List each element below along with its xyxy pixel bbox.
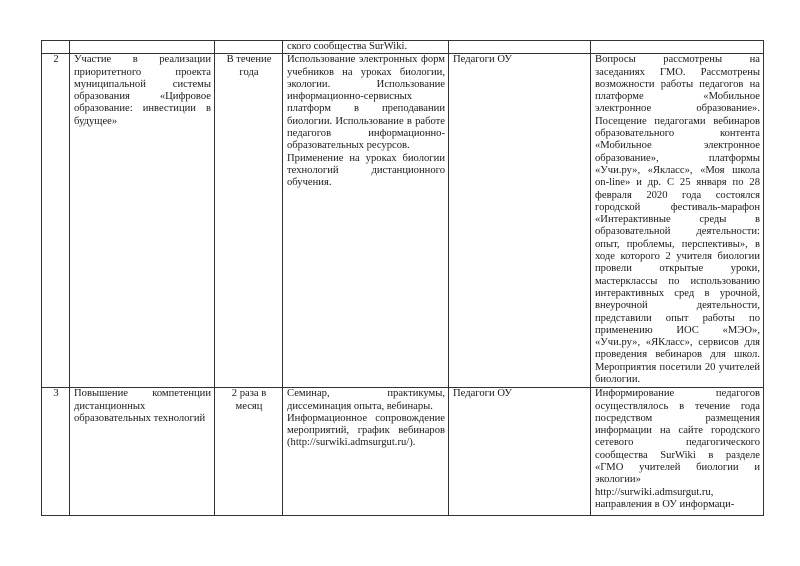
content-paragraph: Использование электронных форм учебников на уроках биологии, экологии. Использование информационно-сервисных платформ в преподавании биологии. Использование в работе педагогов информационно-образовательных ресурсов. <box>287 54 445 152</box>
table-row <box>42 54 764 388</box>
content-cell <box>283 54 449 388</box>
activity-cell <box>70 41 215 54</box>
row-number-cell: 2 <box>42 54 70 388</box>
content-paragraph: Информационное сопровождение мероприятий, график вебинаров (http://surwiki.admsurgut.ru/). <box>287 412 445 449</box>
activity-table <box>41 40 764 516</box>
content-paragraph: ского сообщества SurWiki. <box>287 41 408 52</box>
period-cell <box>215 41 283 54</box>
content-paragraph: Применение на уроках биологии технологий дистанционного обучения. <box>287 152 445 189</box>
activity-cell: Участие в реализации приоритетного проекта муниципальной системы образования «Цифровое образование: инвестиции в будущее» <box>70 54 215 388</box>
result-cell: Информирование педагогов осуществлялось в течение года посредством размещения информации на сайте городского сетевого педагогического сообщества SurWiki в разделе «ГМО учителей биологии и экологии» http://surwiki.admsurgut.ru, направления в ОУ информаци- <box>591 388 764 516</box>
participants-cell: Педагоги ОУ <box>449 54 591 388</box>
table-row <box>42 41 764 54</box>
content-cell <box>283 388 449 516</box>
result-cell <box>591 41 764 54</box>
row-number-cell <box>42 41 70 54</box>
period-cell: 2 раза в месяц <box>215 388 283 516</box>
activity-cell: Повышение компетенции дистанционных образовательных технологий <box>70 388 215 516</box>
period-cell: В течение года <box>215 54 283 388</box>
row-number-cell: 3 <box>42 388 70 516</box>
content-paragraph: Семинар, практикумы, диссеминация опыта, вебинары. <box>287 388 445 412</box>
participants-cell <box>449 41 591 54</box>
table-row <box>42 388 764 516</box>
content-cell <box>283 41 449 54</box>
participants-cell: Педагоги ОУ <box>449 388 591 516</box>
result-cell: Вопросы рассмотрены на заседаниях ГМО. Рассмотрены возможности работы педагогов на платформе «Мобильное электронное образование». Посещение педагогами вебинаров образовательного контента «Мобильное электронное образование», платформы «Учи.ру», «Якласс», «Моя школа on-line» и др. С 25 января по 28 февраля 2020 года состоялся городской фестиваль-марафон «Интерактивные среды в образовательной деятельности: опыт, проблемы, перспективы», в ходе которого 2 учителя биологии провели открытые уроки, мастерклассы по использованию интерактивных сред в урочной, внеурочной деятельности, представили опыт работы по применению ИОС «МЭО», «Учи.ру», «ЯКласс», сервисов для проведения вебинаров для школ. Мероприятия посетили 20 учителей биологии. <box>591 54 764 388</box>
